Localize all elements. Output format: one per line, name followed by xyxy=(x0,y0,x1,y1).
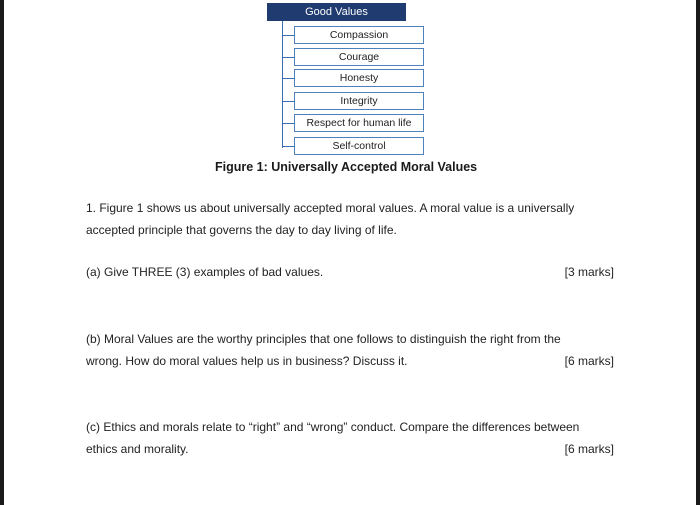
diagram-branch xyxy=(282,35,294,36)
question-1-line-1: 1. Figure 1 shows us about universally accepted moral values. A moral value is a universally xyxy=(86,201,575,215)
part-c-marks: [6 marks] xyxy=(564,442,614,456)
diagram-item: Compassion xyxy=(294,26,424,44)
figure-caption: Figure 1: Universally Accepted Moral Values xyxy=(215,160,478,174)
diagram-connector-line xyxy=(282,21,283,148)
part-a-marks: [3 marks] xyxy=(564,265,614,279)
diagram-branch xyxy=(282,123,294,124)
diagram-item: Courage xyxy=(294,48,424,66)
question-1-line-2: accepted principle that governs the day to day living of life. xyxy=(86,223,397,237)
diagram-branch xyxy=(282,101,294,102)
question-part-a xyxy=(86,261,616,283)
diagram-item: Integrity xyxy=(294,92,424,110)
diagram-item: Self-control xyxy=(294,137,424,155)
diagram-item: Respect for human life xyxy=(294,114,424,132)
question-part-c xyxy=(86,416,616,460)
part-b-marks: [6 marks] xyxy=(564,354,614,368)
part-a-text: (a) Give THREE (3) examples of bad values. xyxy=(86,265,324,279)
diagram-root: Good Values xyxy=(267,3,406,21)
question-part-b xyxy=(86,328,616,372)
part-b-line-1: (b) Moral Values are the worthy principles that one follows to distinguish the right from the xyxy=(86,332,561,346)
diagram-branch xyxy=(282,57,294,58)
diagram-branch xyxy=(282,78,294,79)
diagram-branch xyxy=(282,146,294,147)
good-values-diagram xyxy=(0,0,700,160)
diagram-item: Honesty xyxy=(294,69,424,87)
part-c-line-2: ethics and morality. xyxy=(86,442,189,456)
part-b-line-2: wrong. How do moral values help us in business? Discuss it. xyxy=(86,354,408,368)
question-1 xyxy=(86,197,616,241)
part-c-line-1: (c) Ethics and morals relate to “right” and “wrong” conduct. Compare the differences between xyxy=(86,420,580,434)
